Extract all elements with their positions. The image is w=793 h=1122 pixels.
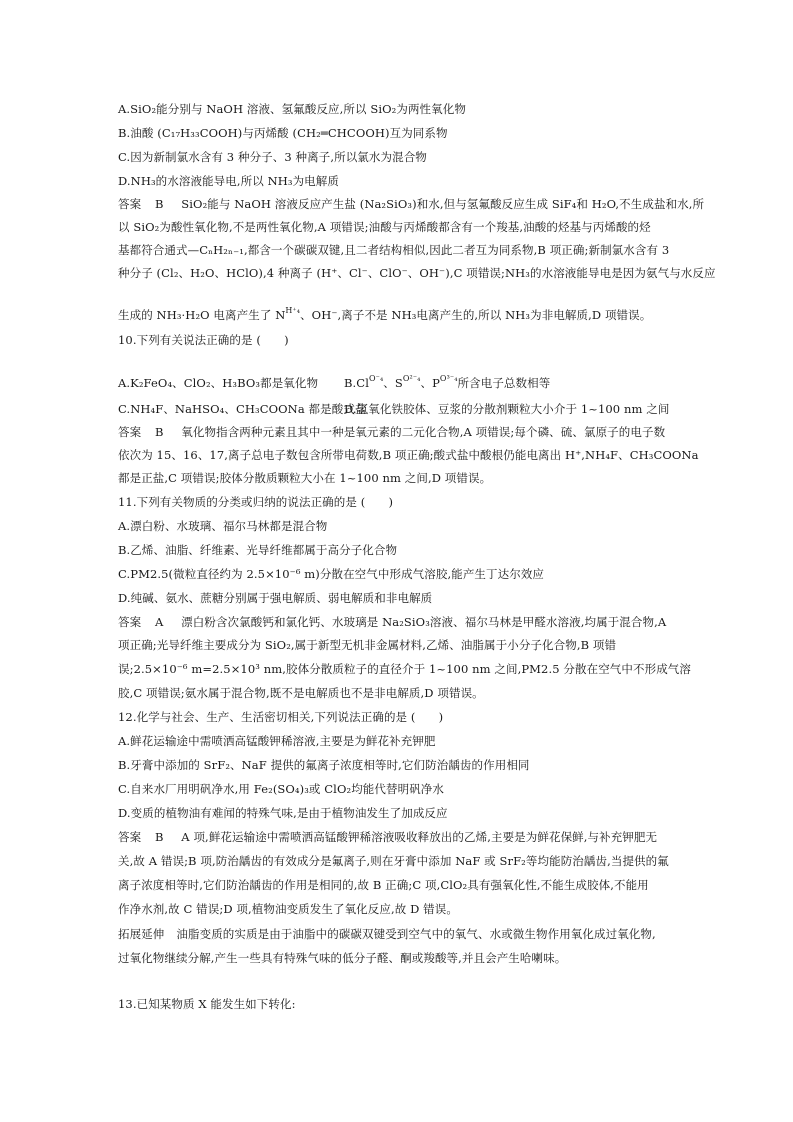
q11-explanation-line: 项正确;光导纤维主要成分为 SiO₂,属于新型无机非金属材料,乙烯、油脂属于小分子化合物,B 项错 bbox=[118, 638, 617, 652]
q9-explanation-line: 种分子 (Cl₂、H₂O、HClO),4 种离子 (H⁺、Cl⁻、ClO⁻、OH⁻),C 项错误;NH₃的水溶液能导电是因为氨气与水反应 bbox=[118, 266, 716, 280]
explanation-text: A 项,鲜花运输途中需喷洒高锰酸钾稀溶液吸收释放出的乙烯,主要是为鲜花保鲜,与补充钾肥无 bbox=[181, 830, 658, 844]
q9-option-a: A.SiO₂能分别与 NaOH 溶液、氢氟酸反应,所以 SiO₂为两性氧化物 bbox=[118, 102, 466, 116]
option-text: 所含电子总数相等 bbox=[457, 376, 551, 390]
q10-stem: 10.下列有关说法正确的是 ( ) bbox=[118, 333, 289, 347]
answer-letter: B bbox=[154, 830, 164, 844]
q11-answer-line bbox=[118, 615, 678, 629]
q10-explanation-line: 都是正盐,C 项错误;胶体分散质颗粒大小在 1~100 nm 之间,D 项错误。 bbox=[118, 471, 492, 485]
q11-option-c: C.PM2.5(微粒直径约为 2.5×10⁻⁶ m)分散在空气中形成气溶胶,能产生丁达尔效应 bbox=[118, 567, 545, 581]
q11-explanation-line: 误;2.5×10⁻⁶ m=2.5×10³ nm,胶体分散质粒子的直径介于 1~100 nm 之间,PM2.5 分散在空气中不形成气溶 bbox=[118, 662, 691, 676]
q10-option-c: C.NH₄F、NaHSO₄、CH₃COONa 都是酸式盐 bbox=[118, 402, 367, 416]
phosphate-ion: O³⁻₄ bbox=[439, 374, 458, 383]
q10-explanation-line: 依次为 15、16、17,离子总电子数包含所带电荷数,B 项正确;酸式盐中酸根仍能电离出 H⁺,NH₄F、CH₃COONa bbox=[118, 448, 699, 462]
q12-explanation-line: 关,故 A 错误;B 项,防治龋齿的有效成分是氟离子,则在牙膏中添加 NaF 或 SrF₂等均能防治龋齿,当提供的氟 bbox=[118, 854, 669, 868]
answer-label: 答案 bbox=[118, 425, 142, 439]
extension-text: 油脂变质的实质是由于油脂中的碳碳双键受到空气中的氧气、水或微生物作用氧化成过氧化物, bbox=[176, 927, 656, 941]
q9-option-b: B.油酸 (C₁₇H₃₃COOH)与丙烯酸 (CH₂═CHCOOH)互为同系物 bbox=[118, 126, 448, 140]
q12-extension-line bbox=[118, 927, 678, 941]
option-text: B.Cl bbox=[344, 376, 369, 390]
sulfate-ion: O²⁻₄ bbox=[402, 374, 421, 383]
q12-explanation-line: 作净水剂,故 C 错误;D 项,植物油变质发生了氧化反应,故 D 错误。 bbox=[118, 902, 458, 916]
option-text: 、P bbox=[420, 376, 440, 390]
q9-explanation-line: 基都符合通式—CₙH₂ₙ₋₁,都含一个碳碳双键,且二者结构相似,因此二者互为同系物,B 项正确;新制氯水含有 3 bbox=[118, 243, 670, 257]
answer-label: 答案 bbox=[118, 830, 142, 844]
q12-answer-line bbox=[118, 830, 678, 844]
q9-explanation-line: 以 SiO₂为酸性氧化物,不是两性氧化物,A 项错误;油酸与丙烯酸都含有一个羧基,油酸的烃基与丙烯酸的烃 bbox=[118, 220, 651, 234]
option-text: 、S bbox=[383, 376, 403, 390]
q12-option-c: C.自来水厂用明矾净水,用 Fe₂(SO₄)₃或 ClO₂均能代替明矾净水 bbox=[118, 782, 444, 796]
q11-stem: 11.下列有关物质的分类或归纳的说法正确的是 ( ) bbox=[118, 495, 394, 509]
answer-letter: A bbox=[154, 615, 164, 629]
explanation-text: 生成的 NH₃·H₂O 电离产生了 N bbox=[118, 308, 286, 322]
q9-option-d: D.NH₃的水溶液能导电,所以 NH₃为电解质 bbox=[118, 174, 339, 188]
perchlorate-ion: O⁻₄ bbox=[368, 374, 384, 383]
q10-options-ab bbox=[118, 372, 678, 390]
answer-label: 答案 bbox=[118, 197, 142, 211]
q12-extension-line: 过氧化物继续分解,产生一些具有特殊气味的低分子醛、酮或羧酸等,并且会产生哈喇味。 bbox=[118, 951, 567, 965]
q12-option-a: A.鲜花运输途中需喷洒高锰酸钾稀溶液,主要是为鲜花补充钾肥 bbox=[118, 734, 436, 748]
q12-explanation-line: 离子浓度相等时,它们防治龋齿的作用是相同的,故 B 正确;C 项,ClO₂具有强氧化性,不能生成胶体,不能用 bbox=[118, 878, 649, 892]
q9-option-c: C.因为新制氯水含有 3 种分子、3 种离子,所以氯水为混合物 bbox=[118, 150, 427, 164]
q9-answer-line bbox=[118, 197, 705, 211]
q10-option-d: D.氢氧化铁胶体、豆浆的分散剂颗粒大小介于 1~100 nm 之间 bbox=[344, 402, 670, 416]
q13-stem: 13.已知某物质 X 能发生如下转化: bbox=[118, 997, 296, 1011]
q12-stem: 12.化学与社会、生产、生活密切相关,下列说法正确的是 ( ) bbox=[118, 710, 444, 724]
q12-option-d: D.变质的植物油有难闻的特殊气味,是由于植物油发生了加成反应 bbox=[118, 806, 448, 820]
q10-option-a: A.K₂FeO₄、ClO₂、H₃BO₃都是氧化物 bbox=[118, 376, 319, 390]
answer-label: 答案 bbox=[118, 615, 142, 629]
q11-option-a: A.漂白粉、水玻璃、福尔马林都是混合物 bbox=[118, 519, 328, 533]
q12-option-b: B.牙膏中添加的 SrF₂、NaF 提供的氟离子浓度相等时,它们防治龋齿的作用相同 bbox=[118, 758, 530, 772]
q10-answer-line bbox=[118, 425, 678, 439]
extension-label: 拓展延伸 bbox=[118, 927, 165, 941]
answer-letter: B bbox=[154, 197, 164, 211]
explanation-text: 氧化物指含两种元素且其中一种是氧元素的二元化合物,A 项错误;每个磷、硫、氯原子的电子数 bbox=[181, 425, 666, 439]
q11-option-d: D.纯碱、氨水、蔗糖分别属于强电解质、弱电解质和非电解质 bbox=[118, 591, 433, 605]
ammonium-ion-superscript: H⁺₄ bbox=[285, 306, 301, 315]
explanation-text: SiO₂能与 NaOH 溶液反应产生盐 (Na₂SiO₃)和水,但与氢氟酸反应生成 SiF₄和 H₂O,不生成盐和水,所 bbox=[181, 197, 705, 211]
explanation-text: 漂白粉含次氯酸钙和氯化钙、水玻璃是 Na₂SiO₃溶液、福尔马林是甲醛水溶液,均属于混合物,A bbox=[181, 615, 667, 629]
q11-option-b: B.乙烯、油脂、纤维素、光导纤维都属于高分子化合物 bbox=[118, 543, 398, 557]
q11-explanation-line: 胶,C 项错误;氨水属于混合物,既不是电解质也不是非电解质,D 项错误。 bbox=[118, 686, 484, 700]
answer-letter: B bbox=[154, 425, 164, 439]
q10-options-cd bbox=[118, 402, 678, 416]
q10-option-b bbox=[344, 372, 550, 390]
explanation-text: 、OH⁻,离子不是 NH₃电离产生的,所以 NH₃为非电解质,D 项错误。 bbox=[300, 308, 652, 322]
q9-explanation-line bbox=[118, 304, 678, 322]
